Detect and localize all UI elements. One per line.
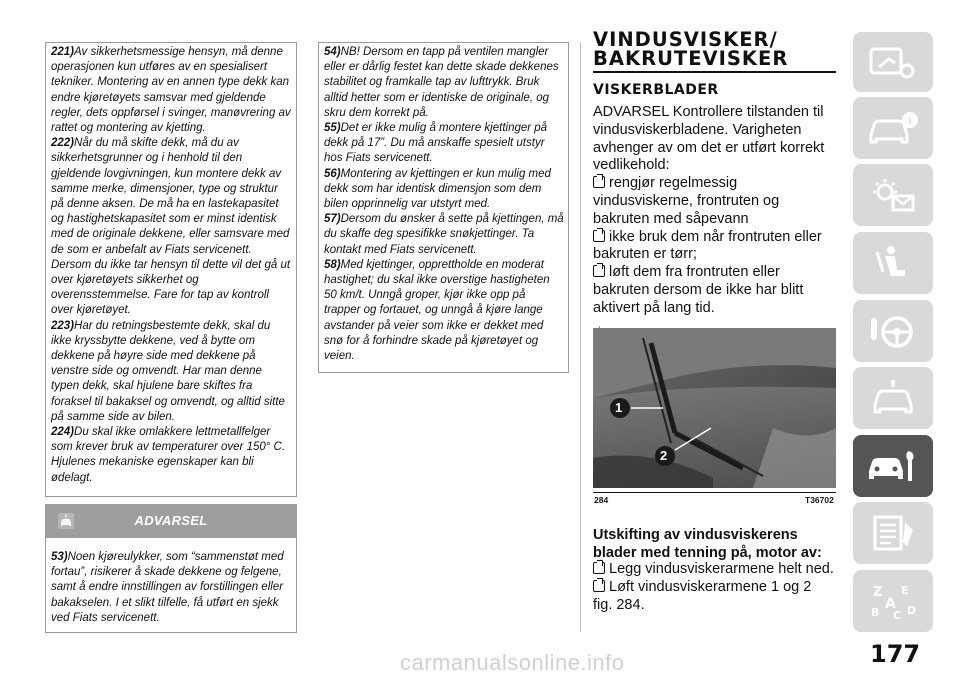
- note-text: Montering av kjettingen er kun mulig med dekk som har identisk dimensjon som dem bilen opprinnelig var utstyrt med.: [324, 167, 551, 211]
- procedure-steps: [593, 561, 838, 614]
- bullet-text: rengjør regelmessig vindusviskerne, frontruten og bakruten med såpevann: [593, 175, 780, 227]
- section-title-line1: VINDUSVISKER/: [593, 28, 778, 51]
- tab-safety[interactable]: [853, 232, 933, 294]
- car-warning-icon: [57, 512, 75, 530]
- bullet-item: [593, 264, 838, 317]
- note-221: [51, 45, 292, 136]
- bullet-icon: [593, 176, 605, 188]
- figure-reference: fig. 284.: [593, 596, 645, 613]
- notes-box: [318, 42, 569, 373]
- note-text: Du skal ikke omlakkere lettmetallfelger som krever bruk av temperaturer over 150° C. Hjulenes mekaniske egenskaper kan bli ødelagt.: [51, 426, 286, 484]
- car-dashboard-icon: [865, 41, 921, 83]
- note-224: [51, 425, 292, 486]
- car-service-icon: [865, 445, 921, 487]
- figure-code: T36702: [805, 495, 834, 505]
- note-number: 222): [51, 137, 75, 150]
- note-text: Når du må skifte dekk, må du av sikkerhetsgrunner og i henhold til den gjeldende lovgivningen, kun montere dekk av samme merke, dimensjoner, type og struktur på denne aksen. De må ha en lastekapasitet og hastighetskapasitet som er minst identisk med de originale dekkene, eller samsvare med de som er anbefalt av Fiats servicenett. Dersom du ikke tar hensyn til dette vil det gå ut over kjøretøyets sikkerhet og overensstemmelse. Fare for tap av kontroll over kjøretøyet.: [51, 137, 291, 317]
- note-57: [324, 212, 564, 258]
- section-body: [593, 104, 838, 318]
- wiper-figure-image: [593, 328, 836, 488]
- bullet-icon: [593, 580, 605, 592]
- note-text: Av sikkerhetsmessige hensyn, må denne operasjonen kun utføres av en spesialisert tekniker. Montering av en annen type dekk kan endre kjøretøyets samsvar med gjeldende regler, dets oppførsel i svinger, manøvrering av rattet og montering av kjetting.: [51, 46, 291, 135]
- note-number: 221): [51, 46, 75, 58]
- bullet-item: [593, 229, 838, 265]
- warning-title: ADVARSEL: [134, 513, 208, 529]
- bullet-icon: [593, 230, 605, 242]
- car-info-icon: [865, 107, 921, 149]
- seat-airbag-icon: [865, 242, 921, 284]
- bullet-icon: [593, 265, 605, 277]
- tab-index[interactable]: [853, 570, 933, 632]
- note-number: 55): [324, 122, 341, 135]
- warning-lights-icon: [865, 174, 921, 216]
- svg-text:D: D: [907, 604, 917, 617]
- note-text: Noen kjøreulykker, som “sammenstøt med fortau”, risikerer å skade dekkene og felgene, samt å endre innstillingen av forstillingen eller bakakselen. I et slikt tilfelle, få utført en sjekk ved Fiats servicenett.: [51, 550, 284, 624]
- tab-car-info[interactable]: [853, 97, 933, 159]
- note-number: 224): [51, 426, 75, 439]
- svg-text:A: A: [885, 596, 896, 612]
- bullet-text: ikke bruk dem når frontruten eller bakruten er tørr;: [593, 228, 822, 263]
- tab-technical-data[interactable]: [853, 502, 933, 564]
- note-text: Det er ikke mulig å montere kjettinger på dekk på 17”. Du må anskaffe spesielt utstyr hos Fiats servicenett.: [324, 122, 548, 165]
- svg-text:C: C: [893, 609, 902, 622]
- bullet-icon: [593, 562, 605, 574]
- note-number: 57): [324, 213, 341, 226]
- step-text: Legg vindusviskerarmene helt ned.: [609, 561, 834, 577]
- watermark: carmanualsonline.info: [400, 650, 625, 675]
- car-warning-icon: [865, 377, 921, 419]
- tab-warning-lights[interactable]: [853, 164, 933, 226]
- figure-number: 284: [594, 495, 609, 505]
- svg-text:i: i: [908, 115, 912, 127]
- note-222: [51, 136, 292, 318]
- notes-column-1: [45, 42, 297, 633]
- windshield-wiper-illustration: [593, 328, 836, 488]
- notes-box: [45, 42, 297, 497]
- note-58: [324, 258, 564, 364]
- column-divider: [580, 42, 581, 632]
- section-title-line2: BAKRUTEVISKER: [593, 47, 789, 70]
- notes-column-2: [318, 42, 569, 373]
- note-55: [324, 121, 564, 167]
- warning-note-53: [51, 550, 292, 626]
- note-text: NB! Dersom en tapp på ventilen mangler eller er dårlig festet kan dette skade dekkenes stabilitet og framkalle tap av lufttrykk. Bruk alltid hetter som er identiske de originale, og skru dem korrekt på.: [324, 46, 559, 119]
- figure-caption-rule: [593, 492, 836, 493]
- svg-text:Z: Z: [873, 585, 883, 600]
- index-abc-icon: [865, 580, 921, 622]
- note-54: [324, 45, 564, 121]
- note-223: [51, 319, 292, 425]
- svg-text:E: E: [901, 584, 909, 597]
- warning-box: [45, 538, 297, 633]
- note-text: Med kjettinger, opprettholde en moderat hastighet; du skal ikke overstige hastigheten 50 km/t. Unngå groper, kjør ikke opp på trapper og fortauet, og unngå å kjøre lange avstander på veier som ikke er dekket med snø for å forhindre skade på kjøretøyet og veien.: [324, 258, 550, 363]
- tech-data-icon: [865, 512, 921, 554]
- note-number: 223): [51, 319, 75, 332]
- section-subtitle: VISKERBLADER: [593, 82, 719, 98]
- step-text: Løft vindusviskerarmene 1 og 2: [609, 578, 812, 595]
- note-number: 53): [51, 550, 68, 563]
- procedure-heading: Utskifting av vindusviskerens blader med tenning på, motor av:: [593, 527, 822, 561]
- callout-1: 1: [615, 400, 623, 415]
- step-item: [593, 579, 838, 597]
- title-underline: [593, 71, 836, 73]
- tab-emergency[interactable]: [853, 367, 933, 429]
- wiper-section: [593, 30, 838, 337]
- step-item: [593, 561, 838, 579]
- page-number: 177: [870, 640, 921, 668]
- note-number: 58): [324, 258, 341, 271]
- note-text: Har du retningsbestemte dekk, skal du ikke kryssbytte dekkene, ved å bytte om dekkene på høyre side med dekkene på venstre side og omvendt. Har man denne typen dekk, skal hjulene bare skiftes fra foraksel til bakaksel og omvendt, og alltid sitte på samme side av bilen.: [51, 319, 285, 423]
- callout-2: 2: [660, 448, 668, 463]
- tab-dashboard[interactable]: [853, 32, 933, 92]
- note-text: Dersom du ønsker å sette på kjettingen, må du skaffe deg spesifikke snøkjettinger. Ta kontakt med Fiats servicenett.: [324, 213, 564, 256]
- intro-paragraph: ADVARSEL Kontrollere tilstanden til vindusviskerbladene. Varigheten avhenger av om det er utført korrekt vedlikehold:: [593, 104, 825, 174]
- tab-starting-driving[interactable]: [853, 300, 933, 362]
- warning-header: [45, 504, 297, 538]
- steering-wheel-icon: [865, 310, 921, 352]
- bullet-item: [593, 175, 838, 228]
- note-56: [324, 167, 564, 213]
- bullet-text: løft dem fra frontruten eller bakruten dersom de ikke har blitt aktivert på lang tid.: [593, 264, 804, 316]
- svg-text:B: B: [871, 606, 880, 619]
- note-number: 54): [324, 46, 341, 58]
- note-number: 56): [324, 167, 341, 180]
- tab-maintenance[interactable]: [853, 435, 933, 497]
